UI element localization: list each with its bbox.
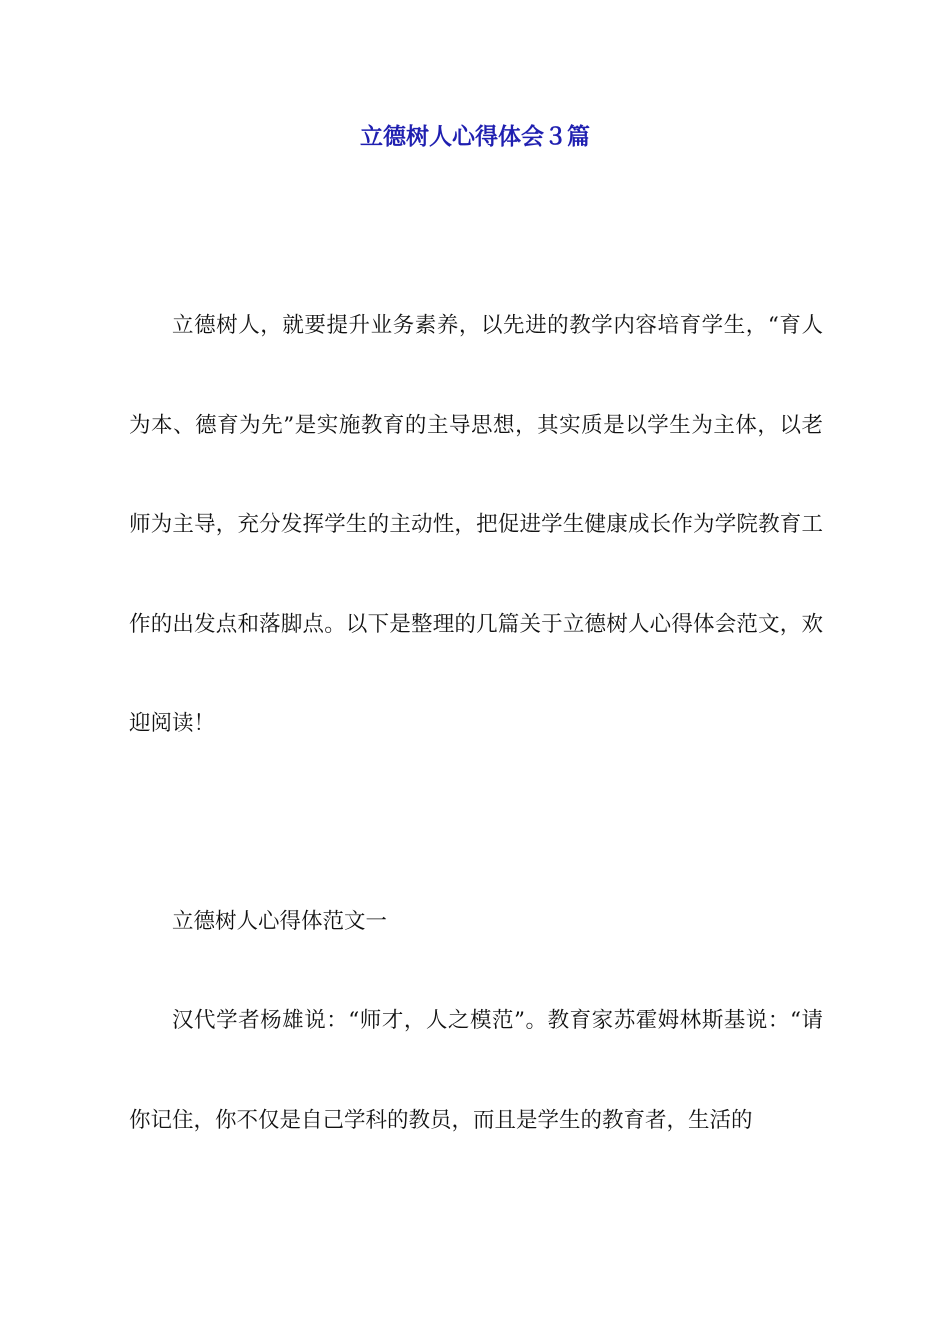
document-title: 立德树人心得体会３篇 (360, 124, 590, 150)
section-heading: 立德树人心得体范文一 (172, 909, 388, 934)
intro-paragraph: 立德树人，就要提升业务素养，以先进的教学内容培育学生，“育人为本、德育为先”是实施教育的主导思想，其实质是以学生为主体，以老师为主导，充分发挥学生的主动性，把促进学生健康成长作为学院教育工作的出发点和落脚点。以下是整理的几篇关于立德树人心得体会范文，欢迎阅读！ (129, 313, 823, 736)
section-body-paragraph: 汉代学者杨雄说：“师才，人之模范”。教育家苏霍姆林斯基说：“请你记住，你不仅是自己学科的教员，而且是学生的教育者，生活的 (129, 1008, 823, 1133)
